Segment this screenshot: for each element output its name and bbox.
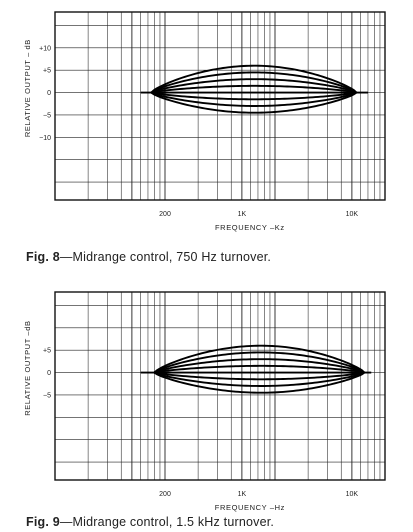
x-tick-label: 10K	[345, 211, 359, 218]
plot-frame	[55, 12, 385, 200]
x-tick-label: 1K	[237, 491, 247, 498]
series-curve-4	[151, 93, 356, 100]
x-axis-label: FREQUENCY –Kz	[215, 223, 285, 232]
y-tick-label: +5	[43, 67, 51, 75]
y-tick-label: +5	[43, 347, 51, 355]
plot-frame	[55, 292, 385, 480]
x-tick-label: 1K	[237, 211, 247, 218]
chart-fig8	[0, 0, 413, 238]
y-axis-label: RELATIVE OUTPUT –dB	[23, 320, 32, 416]
caption-fig9	[26, 515, 274, 529]
x-tick-label: 10K	[345, 491, 359, 498]
caption-fig9-text: —Midrange control, 1.5 kHz turnover.	[59, 515, 275, 529]
caption-fig8-number: Fig. 8	[26, 250, 60, 264]
chart-fig9	[0, 280, 413, 518]
y-tick-label: +10	[39, 45, 51, 53]
y-tick-label: 0	[47, 90, 51, 98]
x-tick-label: 200	[159, 491, 171, 498]
y-tick-label: −5	[43, 392, 51, 400]
caption-fig9-number: Fig. 9	[26, 515, 60, 529]
y-tick-label: −10	[39, 134, 51, 142]
series-curve-3	[154, 366, 364, 373]
series-curve-3	[151, 86, 356, 93]
caption-fig8-text: —Midrange control, 750 Hz turnover.	[59, 250, 272, 264]
y-axis-label: RELATIVE OUTPUT – dB	[23, 39, 32, 138]
series-curve-4	[154, 373, 364, 380]
x-axis-label: FREQUENCY –Hz	[214, 503, 285, 512]
y-tick-label: −5	[43, 112, 51, 120]
caption-fig8	[26, 250, 271, 264]
y-tick-label: 0	[47, 370, 51, 378]
x-tick-label: 200	[159, 211, 171, 218]
